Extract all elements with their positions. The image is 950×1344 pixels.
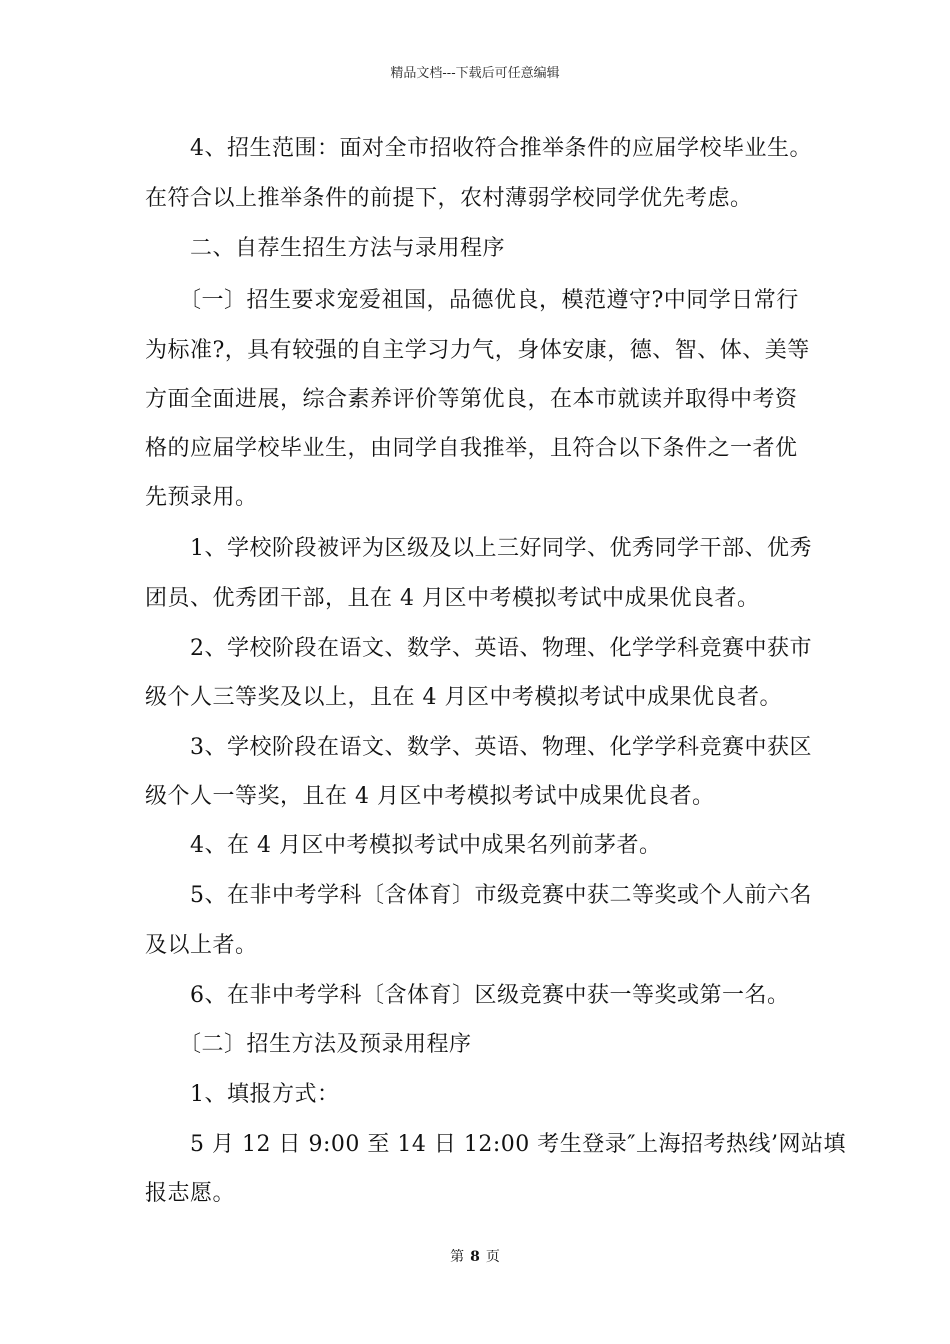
page-header: 精品文档---下载后可任意编辑 — [390, 66, 560, 81]
text-line: 及以上者。 — [145, 933, 258, 958]
page-number: 8 — [470, 1249, 480, 1265]
text-line: 团员、优秀团干部，且在 4 月区中考模拟考试中成果优良者。 — [145, 586, 760, 611]
text-line: 级个人一等奖，且在 4 月区中考模拟考试中成果优良者。 — [145, 784, 715, 809]
text-line: 报志愿。 — [145, 1181, 236, 1206]
section-heading: 〔二〕招生方法及预录用程序 — [145, 1032, 472, 1057]
text-line: 为标准?，具有较强的自主学习力气，身体安康，德、智、体、美等 — [145, 338, 810, 363]
text-line: 在符合以上推举条件的前提下，农村薄弱学校同学优先考虑。 — [145, 186, 753, 211]
text-line: 先预录用。 — [145, 485, 258, 510]
page-label-prefix: 第 — [450, 1249, 465, 1265]
text-line: 3、学校阶段在语文、数学、英语、物理、化学学科竞赛中获区 — [145, 735, 812, 760]
text-line: 2、学校阶段在语文、数学、英语、物理、化学学科竞赛中获市 — [145, 636, 812, 661]
page-footer — [0, 1248, 950, 1266]
text-line: 6、在非中考学科〔含体育〕区级竞赛中获一等奖或第一名。 — [145, 983, 790, 1008]
text-line: 4、在 4 月区中考模拟考试中成果名列前茅者。 — [145, 833, 662, 858]
text-line: 级个人三等奖及以上，且在 4 月区中考模拟考试中成果优良者。 — [145, 685, 782, 710]
text-line: 5 月 12 日 9:00 至 14 日 12:00 考生登录″上海招考热线’网站填 — [145, 1132, 846, 1157]
text-line: 〔一〕招生要求宠爱祖国，品德优良，模范遵守?中同学日常行 — [145, 288, 799, 313]
text-line: 格的应届学校毕业生，由同学自我推举，且符合以下条件之一者优 — [145, 436, 798, 461]
section-heading: 二、自荐生招生方法与录用程序 — [145, 236, 506, 261]
page-label-suffix: 页 — [485, 1249, 500, 1265]
text-line: 1、填报方式： — [145, 1082, 340, 1107]
text-line: 1、学校阶段被评为区级及以上三好同学、优秀同学干部、优秀 — [145, 536, 812, 561]
text-line: 方面全面进展，综合素养评价等第优良，在本市就读并取得中考资 — [145, 387, 798, 412]
text-line: 4、招生范围：面对全市招收符合推举条件的应届学校毕业生。 — [145, 136, 812, 161]
text-line: 5、在非中考学科〔含体育〕市级竞赛中获二等奖或个人前六名 — [145, 883, 812, 908]
